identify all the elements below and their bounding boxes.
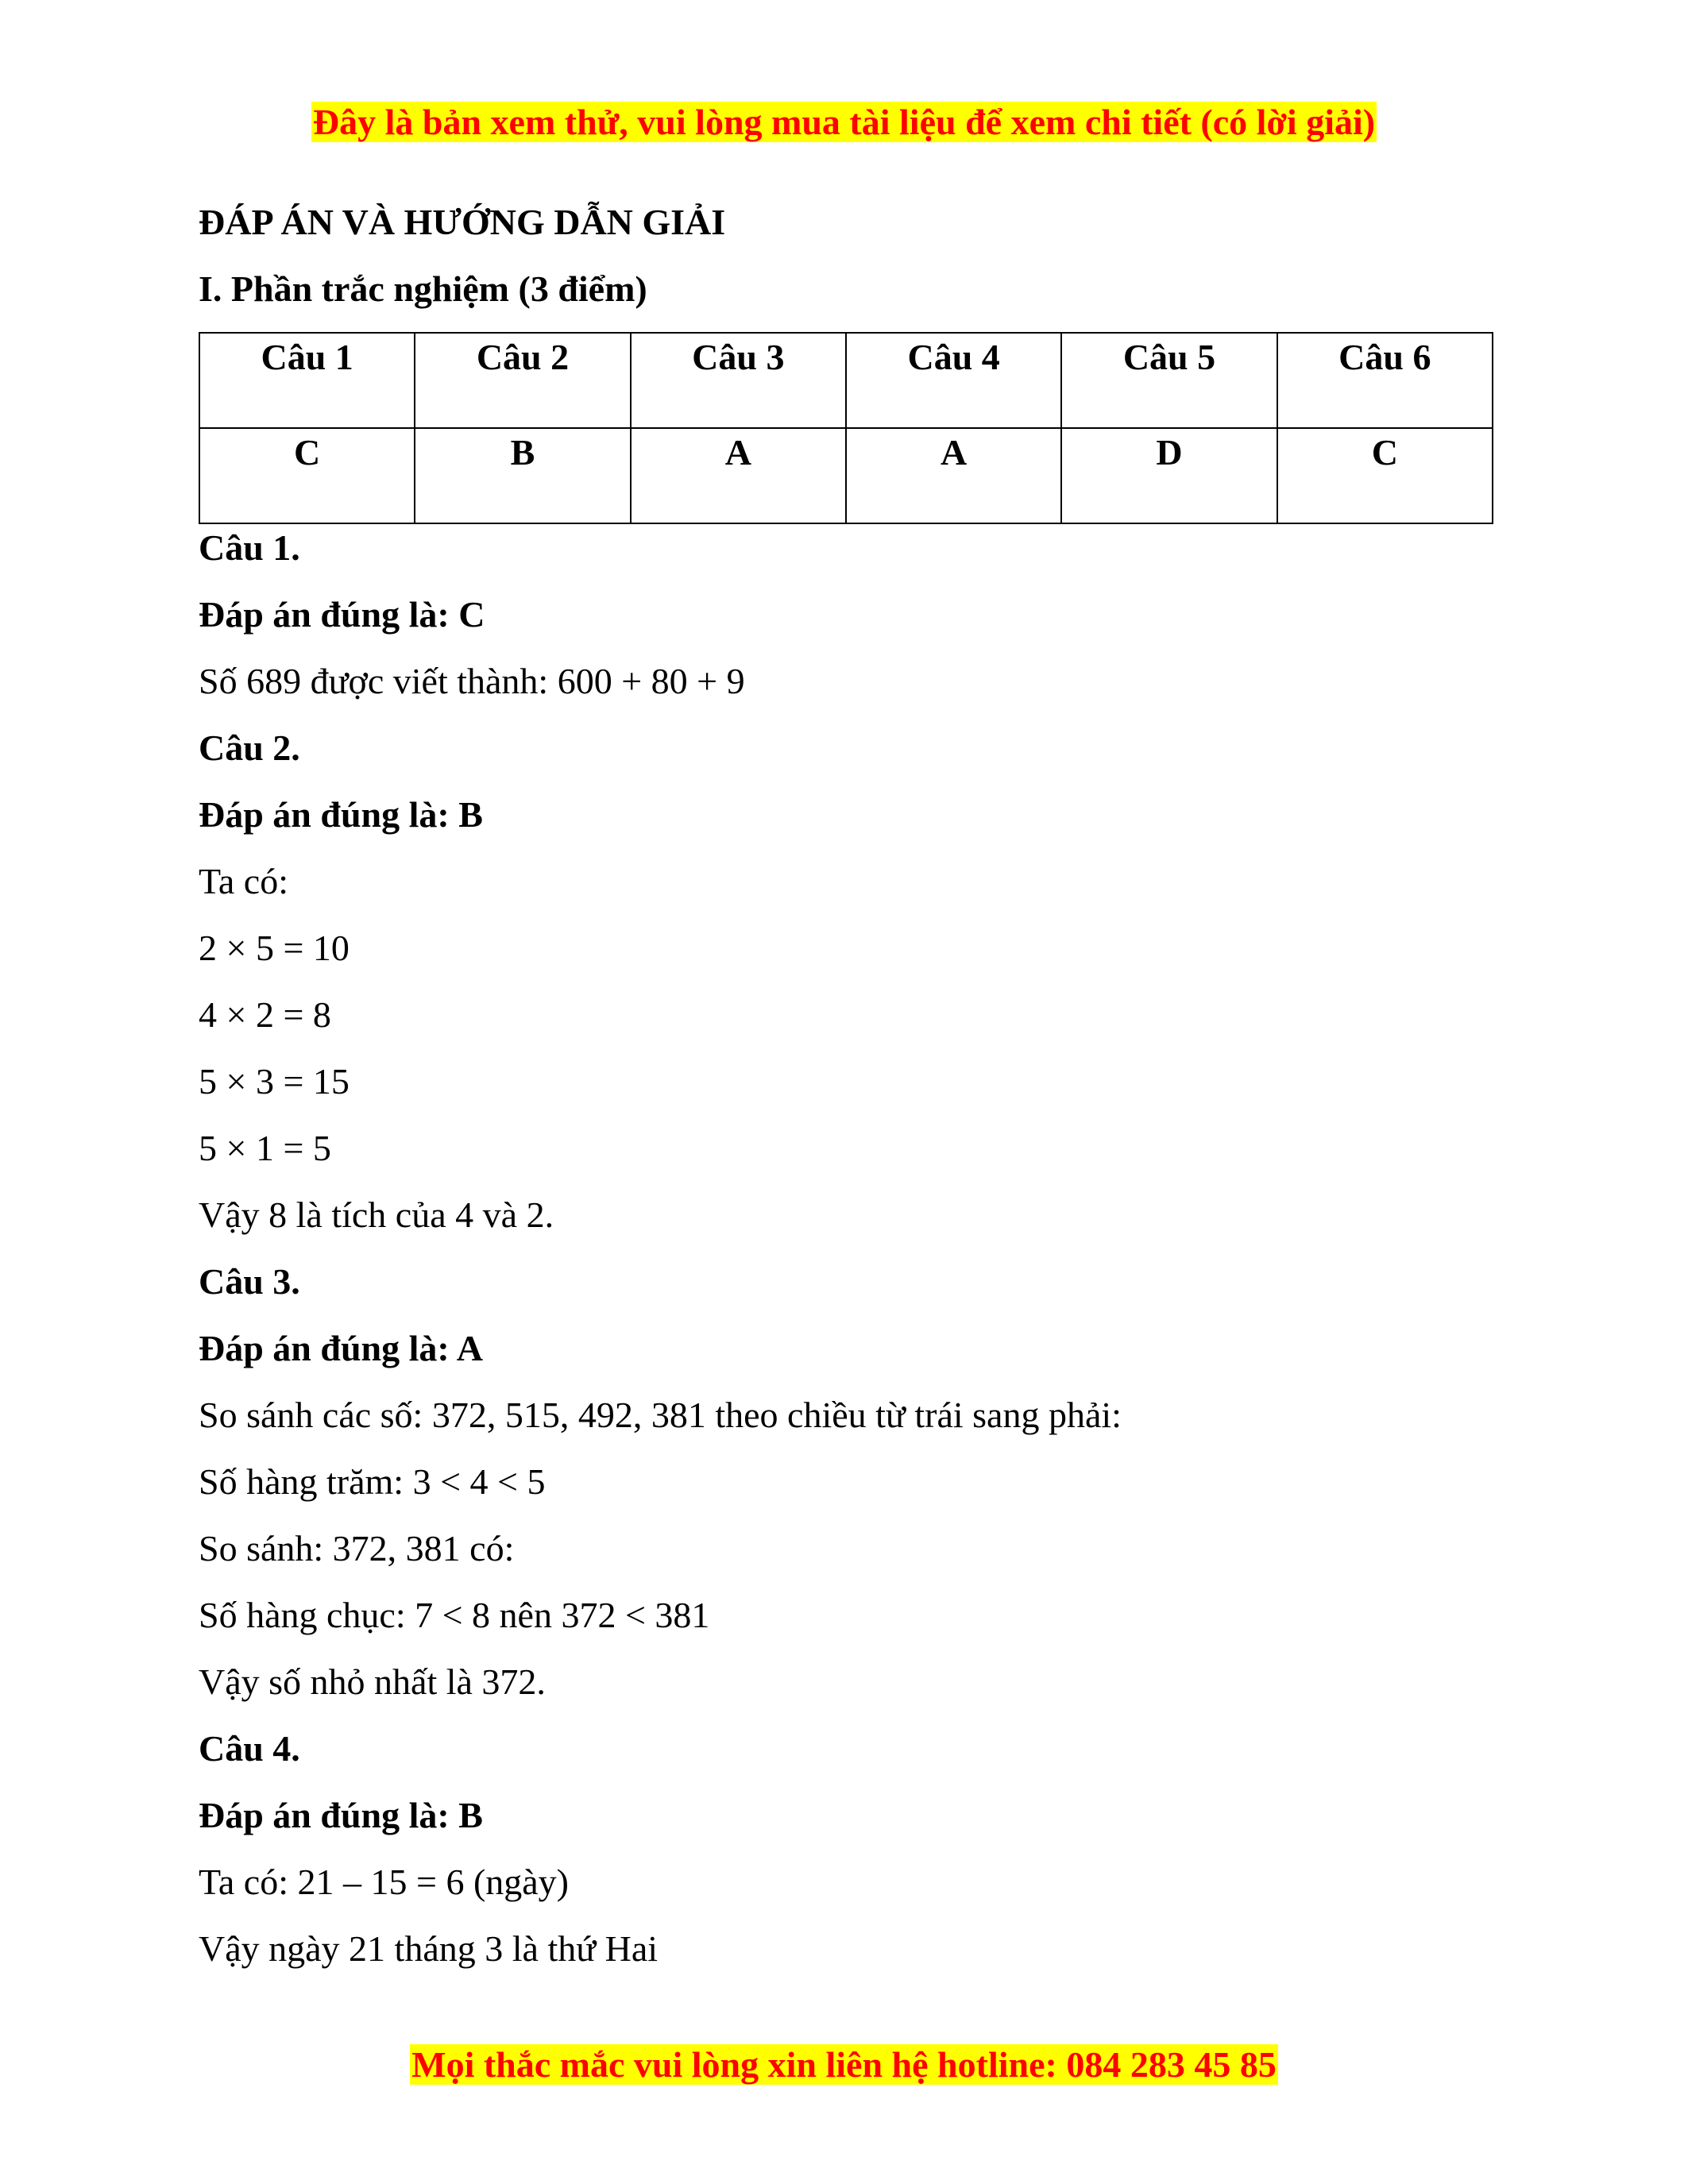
explanation-line: 4 × 2 = 8 bbox=[199, 994, 331, 1035]
table-header-cell: Câu 6 bbox=[1277, 333, 1493, 428]
explanation-line: Ta có: 21 – 15 = 6 (ngày) bbox=[199, 1862, 569, 1902]
explanation-line: Vậy 8 là tích của 4 và 2. bbox=[199, 1194, 554, 1235]
hotline-text: Mọi thắc mắc vui lòng xin liên hệ hotline: 084 283 45 85 bbox=[411, 2044, 1277, 2085]
explanation-line: Vậy ngày 21 tháng 3 là thứ Hai bbox=[199, 1928, 659, 1969]
table-answer-cell: A bbox=[846, 428, 1061, 523]
answer-table bbox=[199, 332, 1493, 524]
preview-notice-banner bbox=[0, 98, 1688, 146]
table-answer-cell: D bbox=[1061, 428, 1277, 523]
explanation-line: So sánh: 372, 381 có: bbox=[199, 1528, 515, 1569]
correct-answer-line: Đáp án đúng là: B bbox=[199, 1795, 483, 1835]
explanation-line: 2 × 5 = 10 bbox=[199, 928, 350, 968]
document-title: ĐÁP ÁN VÀ HƯỚNG DẪN GIẢI bbox=[199, 202, 726, 242]
section-heading: I. Phần trắc nghiệm (3 điểm) bbox=[199, 268, 647, 309]
explanation-line: 5 × 1 = 5 bbox=[199, 1128, 331, 1168]
hotline-banner bbox=[0, 2041, 1688, 2089]
answer-table-answer-row bbox=[199, 428, 1493, 523]
table-answer-cell: C bbox=[1277, 428, 1493, 523]
document-body bbox=[199, 199, 1493, 1992]
table-header-cell: Câu 3 bbox=[631, 333, 846, 428]
explanation-line: 5 × 3 = 15 bbox=[199, 1061, 350, 1102]
correct-answer-line: Đáp án đúng là: A bbox=[199, 1328, 483, 1368]
explanation-line: Vậy số nhỏ nhất là 372. bbox=[199, 1661, 546, 1702]
table-header-cell: Câu 5 bbox=[1061, 333, 1277, 428]
table-header-cell: Câu 4 bbox=[846, 333, 1061, 428]
table-header-cell: Câu 1 bbox=[199, 333, 415, 428]
question-heading: Câu 3. bbox=[199, 1261, 300, 1302]
answer-table-header-row bbox=[199, 333, 1493, 428]
table-header-cell: Câu 2 bbox=[415, 333, 630, 428]
explanation-line: Số hàng trăm: 3 < 4 < 5 bbox=[199, 1461, 546, 1502]
question-heading: Câu 4. bbox=[199, 1728, 300, 1769]
explanation-line: Số 689 được viết thành: 600 + 80 + 9 bbox=[199, 661, 745, 701]
table-answer-cell: A bbox=[631, 428, 846, 523]
preview-notice-text: Đây là bản xem thử, vui lòng mua tài liệu để xem chi tiết (có lời giải) bbox=[312, 102, 1376, 142]
explanation-line: So sánh các số: 372, 515, 492, 381 theo chiều từ trái sang phải: bbox=[199, 1395, 1122, 1435]
table-answer-cell: C bbox=[199, 428, 415, 523]
correct-answer-line: Đáp án đúng là: B bbox=[199, 794, 483, 835]
explanation-line: Ta có: bbox=[199, 861, 289, 901]
explanation-line: Số hàng chục: 7 < 8 nên 372 < 381 bbox=[199, 1595, 710, 1635]
question-heading: Câu 2. bbox=[199, 727, 300, 768]
table-answer-cell: B bbox=[415, 428, 630, 523]
solution-lines bbox=[199, 524, 1493, 1992]
question-heading: Câu 1. bbox=[199, 527, 300, 568]
correct-answer-line: Đáp án đúng là: C bbox=[199, 594, 485, 635]
